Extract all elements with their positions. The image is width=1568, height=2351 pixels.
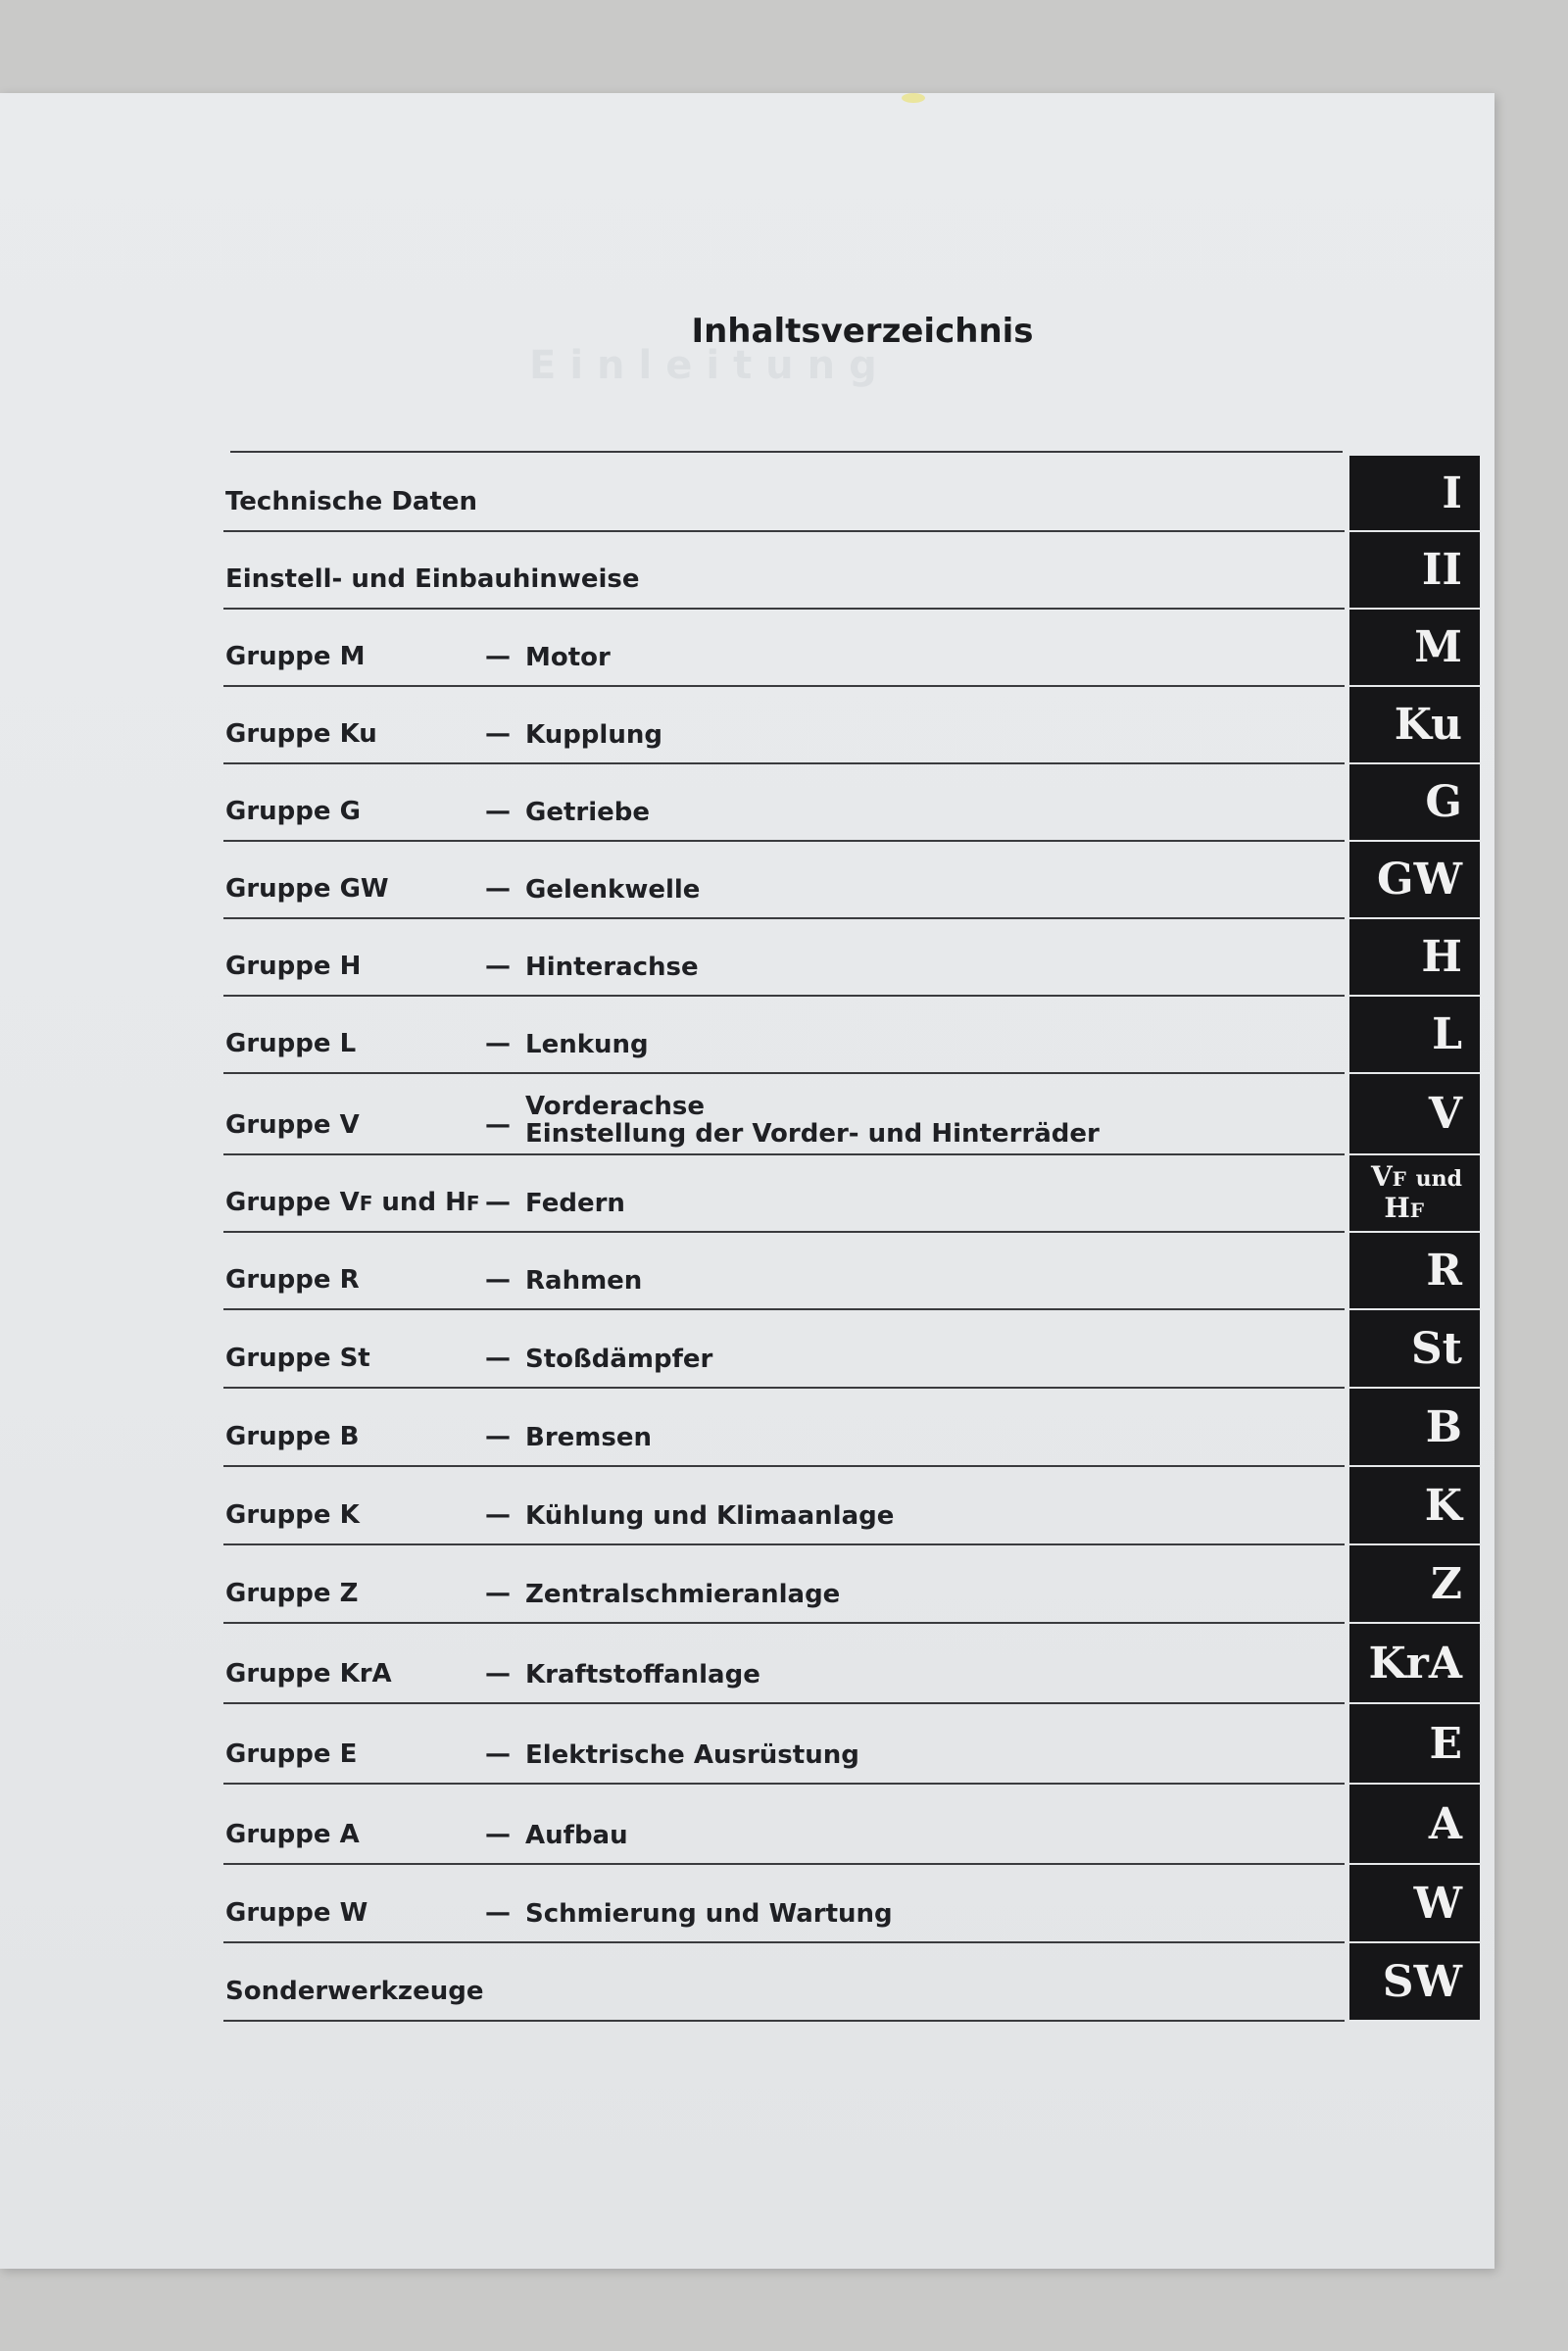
toc-group-label: Gruppe Z	[225, 1579, 359, 1608]
toc-row[interactable]	[0, 1624, 1494, 1704]
toc-group-label: Gruppe K	[225, 1500, 360, 1530]
section-tab[interactable]: K	[1349, 1467, 1480, 1545]
toc-group-label: Gruppe R	[225, 1265, 360, 1295]
toc-group-label: Gruppe A	[225, 1820, 360, 1849]
toc-dash: —	[485, 1820, 511, 1849]
section-tab[interactable]: L	[1349, 997, 1480, 1074]
toc-dash: —	[485, 1659, 511, 1689]
toc-group-label: Einstell- und Einbauhinweise	[225, 564, 640, 594]
toc-dash: —	[485, 1188, 511, 1217]
section-tab[interactable]: I	[1349, 456, 1480, 532]
toc-row[interactable]	[0, 1467, 1494, 1545]
section-tab[interactable]: A	[1349, 1785, 1480, 1865]
toc-row[interactable]	[0, 1704, 1494, 1785]
toc-topic-label: Motor	[525, 643, 611, 672]
toc-topic-label: Schmierung und Wartung	[525, 1899, 893, 1929]
toc-topic-label: Stoßdämpfer	[525, 1345, 713, 1374]
toc-row[interactable]	[0, 456, 1494, 532]
toc-dash: —	[485, 1344, 511, 1373]
toc-group-label: Gruppe KrA	[225, 1659, 392, 1689]
paper-mark	[902, 93, 925, 103]
toc-group-label: Gruppe G	[225, 797, 361, 826]
toc-topic-label: Gelenkwelle	[525, 875, 701, 905]
toc-group-label: Gruppe H	[225, 952, 362, 981]
toc-row[interactable]	[0, 1233, 1494, 1310]
toc-dash: —	[485, 952, 511, 981]
toc-dash: —	[485, 797, 511, 826]
section-tab[interactable]: II	[1349, 532, 1480, 610]
toc-topic-label: Zentralschmieranlage	[525, 1580, 841, 1609]
toc-topic-label: Vorderachse Einstellung der Vorder- und Hinterräder	[525, 1092, 1100, 1149]
section-tab[interactable]: V	[1349, 1074, 1480, 1155]
toc-row[interactable]	[0, 1389, 1494, 1467]
toc-topic-label: Aufbau	[525, 1821, 628, 1850]
toc-row[interactable]	[0, 1943, 1494, 2022]
toc-group-label: Gruppe M	[225, 642, 366, 671]
toc-topic-label: Bremsen	[525, 1423, 652, 1452]
toc-row[interactable]	[0, 1865, 1494, 1943]
toc-dash: —	[485, 1110, 511, 1140]
section-tab[interactable]: M	[1349, 610, 1480, 687]
toc-group-label: Gruppe V	[225, 1110, 360, 1140]
section-tab[interactable]: VF und HF	[1349, 1155, 1480, 1233]
toc-row[interactable]	[0, 997, 1494, 1074]
toc-topic-label: Kraftstoffanlage	[525, 1660, 760, 1690]
toc-dash: —	[485, 874, 511, 904]
toc-group-label: Gruppe W	[225, 1898, 368, 1928]
section-tab[interactable]: St	[1349, 1310, 1480, 1389]
top-rule	[230, 451, 1343, 453]
faint-heading: Einleitung	[529, 343, 891, 388]
toc-dash: —	[485, 1500, 511, 1530]
toc-topic-label: Kühlung und Klimaanlage	[525, 1501, 895, 1531]
toc-dash: —	[485, 1029, 511, 1058]
section-tab[interactable]: R	[1349, 1233, 1480, 1310]
toc-group-label: Technische Daten	[225, 487, 478, 516]
toc-group-label: Gruppe L	[225, 1029, 357, 1058]
section-tab[interactable]: KrA	[1349, 1624, 1480, 1704]
toc-dash: —	[485, 1739, 511, 1769]
toc-topic-label: Elektrische Ausrüstung	[525, 1740, 859, 1770]
toc-row[interactable]	[0, 532, 1494, 610]
toc-topic-label: Hinterachse	[525, 953, 699, 982]
toc-row[interactable]	[0, 687, 1494, 764]
toc-row[interactable]	[0, 919, 1494, 997]
section-tab[interactable]: GW	[1349, 842, 1480, 919]
toc-group-label: Gruppe B	[225, 1422, 360, 1451]
section-tab[interactable]: SW	[1349, 1943, 1480, 2022]
toc-dash: —	[485, 1265, 511, 1295]
section-tab[interactable]: Ku	[1349, 687, 1480, 764]
section-tab[interactable]: H	[1349, 919, 1480, 997]
toc-row[interactable]	[0, 1155, 1494, 1233]
toc-dash: —	[485, 719, 511, 749]
toc-group-label: Gruppe Ku	[225, 719, 377, 749]
toc-dash: —	[485, 1422, 511, 1451]
toc-topic-label: Getriebe	[525, 798, 651, 827]
toc-group-label: Sonderwerkzeuge	[225, 1977, 484, 2006]
toc-topic-label: Rahmen	[525, 1266, 643, 1296]
toc-group-label: Gruppe VF und HF	[225, 1188, 480, 1217]
toc-row[interactable]	[0, 1074, 1494, 1155]
section-tab[interactable]: Z	[1349, 1545, 1480, 1624]
toc-group-label: Gruppe GW	[225, 874, 389, 904]
row-divider	[223, 2020, 1345, 2022]
section-tab[interactable]: W	[1349, 1865, 1480, 1943]
toc-topic-label: Kupplung	[525, 720, 662, 750]
toc-row[interactable]	[0, 1545, 1494, 1624]
toc-topic-label: Lenkung	[525, 1030, 649, 1059]
toc-row[interactable]	[0, 1310, 1494, 1389]
section-tab[interactable]: B	[1349, 1389, 1480, 1467]
page-title: Inhaltsverzeichnis	[691, 312, 1034, 351]
toc-group-label: Gruppe St	[225, 1344, 370, 1373]
toc-dash: —	[485, 1579, 511, 1608]
toc-dash: —	[485, 642, 511, 671]
toc-row[interactable]	[0, 1785, 1494, 1865]
toc-group-label: Gruppe E	[225, 1739, 358, 1769]
toc-row[interactable]	[0, 842, 1494, 919]
toc-topic-label: Federn	[525, 1189, 625, 1218]
toc-dash: —	[485, 1898, 511, 1928]
section-tab[interactable]: E	[1349, 1704, 1480, 1785]
toc-row[interactable]	[0, 610, 1494, 687]
section-tab[interactable]: G	[1349, 764, 1480, 842]
toc-row[interactable]	[0, 764, 1494, 842]
